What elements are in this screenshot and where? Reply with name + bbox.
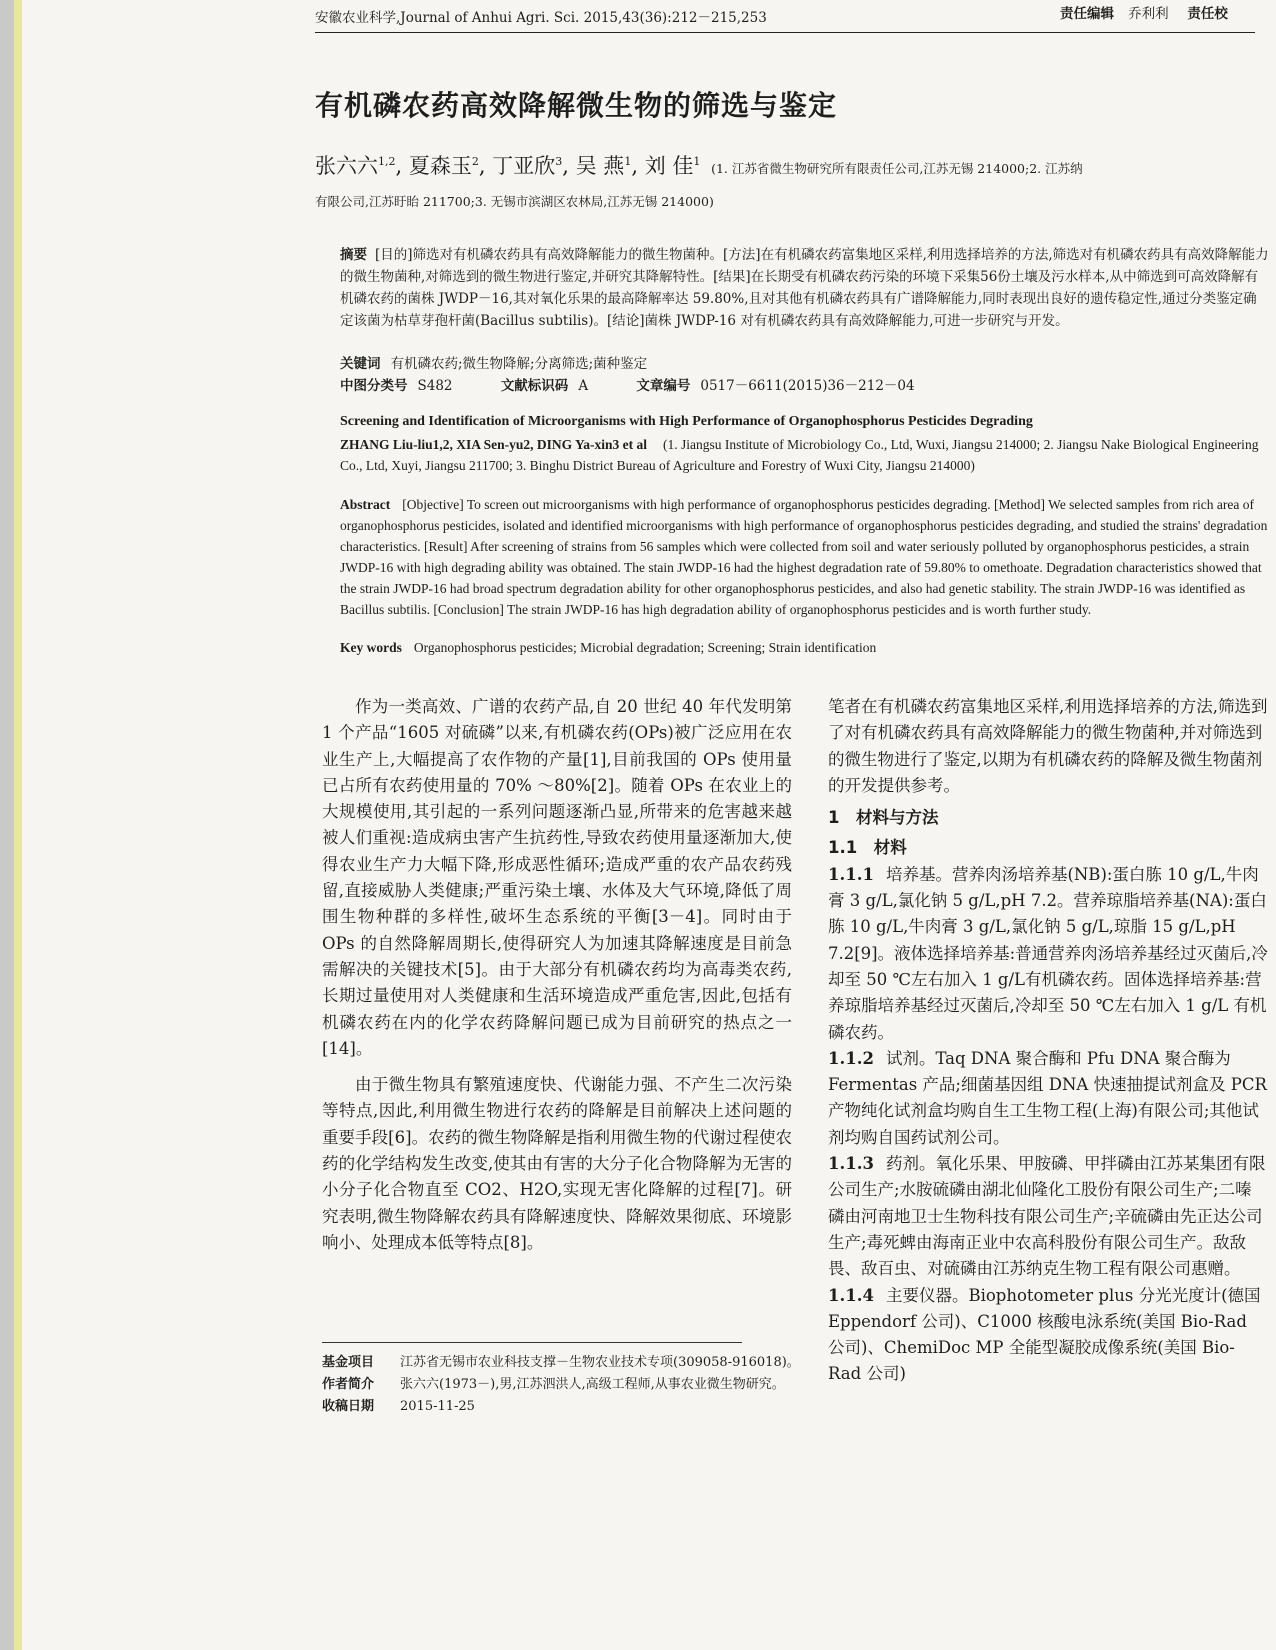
checker-label: 责任校 [1187, 6, 1228, 22]
english-abstract [340, 494, 1270, 620]
english-keywords-label: Key words [340, 640, 402, 655]
classification-line [340, 374, 915, 394]
english-affiliations: (1. Jiangsu Institute of Microbiology Co., Ltd, Wuxi, Jiangsu 214000; 2. Jiangsu Nake Biological Engineering Co., Ltd, Xuyi, Jiangsu 211700; 3. Binghu District Bureau of Agriculture and Forestry of Wuxi City, Jiangsu 214000) [340, 437, 1259, 473]
author-name: 夏森玉 [408, 154, 472, 178]
author-name: 吴 燕 [575, 154, 625, 178]
author-names [315, 154, 707, 178]
author-affil-sup: 3 [555, 155, 563, 168]
author-name: 张六六 [315, 154, 378, 178]
author-affil-sup: 1,2 [378, 155, 396, 168]
keywords-cn-label: 关键词 [340, 356, 381, 372]
editor-name: 乔利利 [1128, 6, 1169, 22]
paragraph-1-1-2 [828, 1046, 1268, 1151]
author-line [315, 150, 1083, 180]
subsection-number: 1.1.1 [828, 864, 874, 884]
doc-code-value: A [578, 378, 589, 394]
footnote-rule [322, 1342, 742, 1343]
english-keywords-text: Organophosphorus pesticides; Microbial degradation; Screening; Strain identification [413, 640, 877, 655]
keywords-cn-text: 有机磷农药;微生物降解;分离筛选;菌种鉴定 [390, 356, 648, 372]
english-keywords [340, 640, 876, 656]
subsection-text: 主要仪器。Biophotometer plus 分光光度计(德国 Eppendorf 公司)、C1000 核酸电泳系统(美国 Bio-Rad 公司)、ChemiDoc MP 全能型凝胶成像系统(美国 Bio-Rad 公司) [828, 1285, 1261, 1384]
abstract-cn [340, 244, 1270, 332]
footnote-received-date [322, 1398, 802, 1416]
article-no-value: 0517－6611(2015)36－212－04 [700, 378, 915, 394]
scanner-edge [0, 0, 14, 1650]
page-content [22, 0, 1276, 1650]
paper-title: 有机磷农药高效降解微生物的筛选与鉴定 [315, 89, 838, 122]
author-sep: , [631, 154, 638, 178]
clc-value: S482 [417, 378, 453, 394]
affiliation-line-1: (1. 江苏省微生物研究所有限责任公司,江苏无锡 214000;2. 江苏纳 [711, 161, 1083, 176]
author-affil-sup: 1 [693, 155, 701, 168]
author-name: 丁亚欣 [492, 154, 556, 178]
english-abstract-text: [Objective] To screen out microorganisms with high performance of organophosphorus pesticides degrading. [Method] We selected samples from rich area of organophosphorus pesticides, isolated and identified microorganisms with high performance of organophosphorus pesticides degrading, and studied the strains' degradation characteristics. [Result] After screening of strains from 56 samples which were collected from soil and water seriously polluted by organophosphorus pesticides, a strain JWDP-16 with high degrading ability was obtained. The stain JWDP-16 had the highest degradation rate of 59.80% to omethoate. Degradation characteristics showed that the strain JWDP-16 had broad spectrum degradation ability for other organophosphorus pesticides, and also had genetic stability. The strain JWDP-16 was identified as Bacillus subtilis. [Conclusion] The strain JWDP-16 has high degradation ability of organophosphorus pesticides and is worth further study. [340, 497, 1268, 617]
paragraph-1-1-4 [828, 1283, 1268, 1388]
subsection-text: 药剂。氧化乐果、甲胺磷、甲拌磷由江苏某集团有限公司生产;水胺硫磷由湖北仙隆化工股份有限公司生产;二嗪磷由河南地卫士生物科技有限公司生产;辛硫磷由先正达公司生产;毒死蜱由海南正业中农高科股份有限公司生产。敌敌畏、敌百虫、对硫磷由江苏纳克生物工程有限公司惠赠。 [828, 1154, 1266, 1279]
article-no-label: 文章编号 [636, 378, 691, 394]
affiliation-line-2: 有限公司,江苏盱眙 211700;3. 无锡市滨湖区农林局,江苏无锡 214000) [315, 194, 714, 209]
body-paragraph: 由于微生物具有繁殖速度快、代谢能力强、不产生二次污染等特点,因此,利用微生物进行农药的降解是目前解决上述问题的重要手段[6]。农药的微生物降解是指利用微生物的代谢过程使农药的化学结构发生改变,使其由有害的大分子化合物降解为无害的小分子化合物直至 CO2、H2O,实现无害化降解的过程[7]。研究表明,微生物降解农药具有降解速度快、降解效果彻底、环境影响小、处理成本低等特点[8]。 [322, 1075, 792, 1252]
footnote-label: 收稿日期 [322, 1399, 375, 1414]
author-sep: , [395, 154, 403, 178]
paper-page [22, 0, 1276, 1650]
subsection-number: 1.1.3 [828, 1154, 874, 1174]
english-author-names: ZHANG Liu-liu1,2, XIA Sen-yu2, DING Ya-xin3 et al [340, 437, 648, 452]
section-heading-1: 1 材料与方法 [828, 808, 939, 828]
footnote-funding [322, 1354, 802, 1372]
abstract-cn-label: 摘要 [340, 247, 367, 263]
author-affil-sup: 2 [471, 155, 479, 168]
author-affil-sup: 1 [624, 155, 632, 168]
subsection-text: 试剂。Taq DNA 聚合酶和 Pfu DNA 聚合酶为 Fermentas 产品;细菌基因组 DNA 快速抽提试剂盒及 PCR 产物纯化试剂盒均购自生工生物工程(上海)有限公司;其他试剂均购自国药试剂公司。 [828, 1048, 1267, 1147]
author-name: 刘 佳 [644, 154, 694, 178]
clc-label: 中图分类号 [340, 378, 408, 394]
section-heading-1-1: 1.1 材料 [828, 838, 907, 858]
footnote-label: 基金项目 [322, 1355, 375, 1370]
body-right-column [828, 694, 1268, 1388]
editor-credit [1060, 2, 1228, 22]
body-left-column [322, 694, 792, 1256]
keywords-cn [340, 352, 647, 372]
header-rule [315, 32, 1255, 33]
footnote-text: 2015-11-25 [400, 1399, 475, 1414]
english-abstract-label: Abstract [340, 497, 391, 512]
subsection-number: 1.1.4 [828, 1285, 874, 1305]
subsection-number: 1.1.2 [828, 1048, 874, 1068]
footnotes [322, 1354, 802, 1420]
abstract-cn-text: [目的]筛选对有机磷农药具有高效降解能力的微生物菌种。[方法]在有机磷农药富集地区采样,利用选择培养的方法,筛选对有机磷农药具有高效降解能力的微生物菌种,对筛选到的微生物进行鉴定,并研究其降解特性。[结果]在长期受有机磷农药污染的环境下采集56份土壤及污水样本,从中筛选到可高效降解有机磷农药的菌株 JWDP－16,其对氧化乐果的最高降解率达 59.80%,且对其他有机磷农药具有广谱降解能力,同时表现出良好的遗传稳定性,通过分类鉴定确定该菌为枯草芽孢杆菌(Bacillus subtilis)。[结论]菌株 JWDP-16 对有机磷农药具有高效降解能力,可进一步研究与开发。 [340, 247, 1269, 329]
paragraph-1-1-3 [828, 1151, 1268, 1282]
body-paragraph: 笔者在有机磷农药富集地区采样,利用选择培养的方法,筛选到了对有机磷农药具有高效降解能力的微生物菌种,并对筛选到的微生物进行了鉴定,以期为有机磷农药的降解及微生物菌剂的开发提供参考。 [828, 697, 1268, 795]
page-edge-strip [14, 0, 22, 1650]
author-sep: , [562, 154, 569, 178]
footnote-text: 张六六(1973－),男,江苏泗洪人,高级工程师,从事农业微生物研究。 [400, 1377, 785, 1392]
author-sep: , [478, 154, 486, 178]
doc-code-label: 文献标识码 [500, 378, 569, 394]
footnote-label: 作者简介 [322, 1377, 375, 1392]
editor-label: 责任编辑 [1060, 6, 1114, 22]
subsection-text: 培养基。营养肉汤培养基(NB):蛋白胨 10 g/L,牛肉膏 3 g/L,氯化钠 5 g/L,pH 7.2。营养琼脂培养基(NA):蛋白胨 10 g/L,牛肉膏 3 g/L,氯化钠 5 g/L,琼脂 15 g/L,pH 7.2[9]。液体选择培养基:普通营养肉汤培养基经过灭菌后,冷却至 50 ℃左右加入 1 g/L有机磷农药。固体选择培养基:营养琼脂培养基经过灭菌后,冷却至 50 ℃左右加入 1 g/L 有机磷农药。 [828, 864, 1268, 1042]
paragraph-1-1-1 [828, 862, 1268, 1046]
english-title: Screening and Identification of Microorganisms with High Performance of Organophosphorus Pesticides Degrading [340, 414, 1033, 429]
english-authors [340, 434, 1270, 476]
footnote-text: 江苏省无锡市农业科技支撑－生物农业技术专项(309058-916018)。 [400, 1355, 800, 1370]
footnote-author-bio [322, 1376, 802, 1394]
running-header: 安徽农业科学,Journal of Anhui Agri. Sci. 2015,43(36):212－215,253 [315, 10, 767, 26]
body-paragraph: 作为一类高效、广谱的农药产品,自 20 世纪 40 年代发明第 1 个产品“1605 对硫磷”以来,有机磷农药(OPs)被广泛应用在农业生产上,大幅提高了农作物的产量[1],目前我国的 OPs 使用量已占所有农药使用量的 70% ～80%[2]。随着 OPs 在农业上的大规模使用,其引起的一系列问题逐渐凸显,所带来的危害越来越被人们重视:造成病虫害产生抗药性,导致农药使用量逐渐加大,使得农业生产力大幅下降,形成恶性循环;造成严重的农产品农药残留,直接威胁人类健康;严重污染土壤、水体及大气环境,降低了周围生物种群的多样性,破坏生态系统的平衡[3－4]。同时由于 OPs 的自然降解周期长,使得研究人为加速其降解速度是目前急需解决的关键技术[5]。由于大部分有机磷农药均为高毒类农药,长期过量使用对人类健康和生活环境造成严重危害,因此,包括有机磷农药在内的化学农药降解问题已成为目前研究的热点之一[14]。 [322, 697, 792, 1058]
